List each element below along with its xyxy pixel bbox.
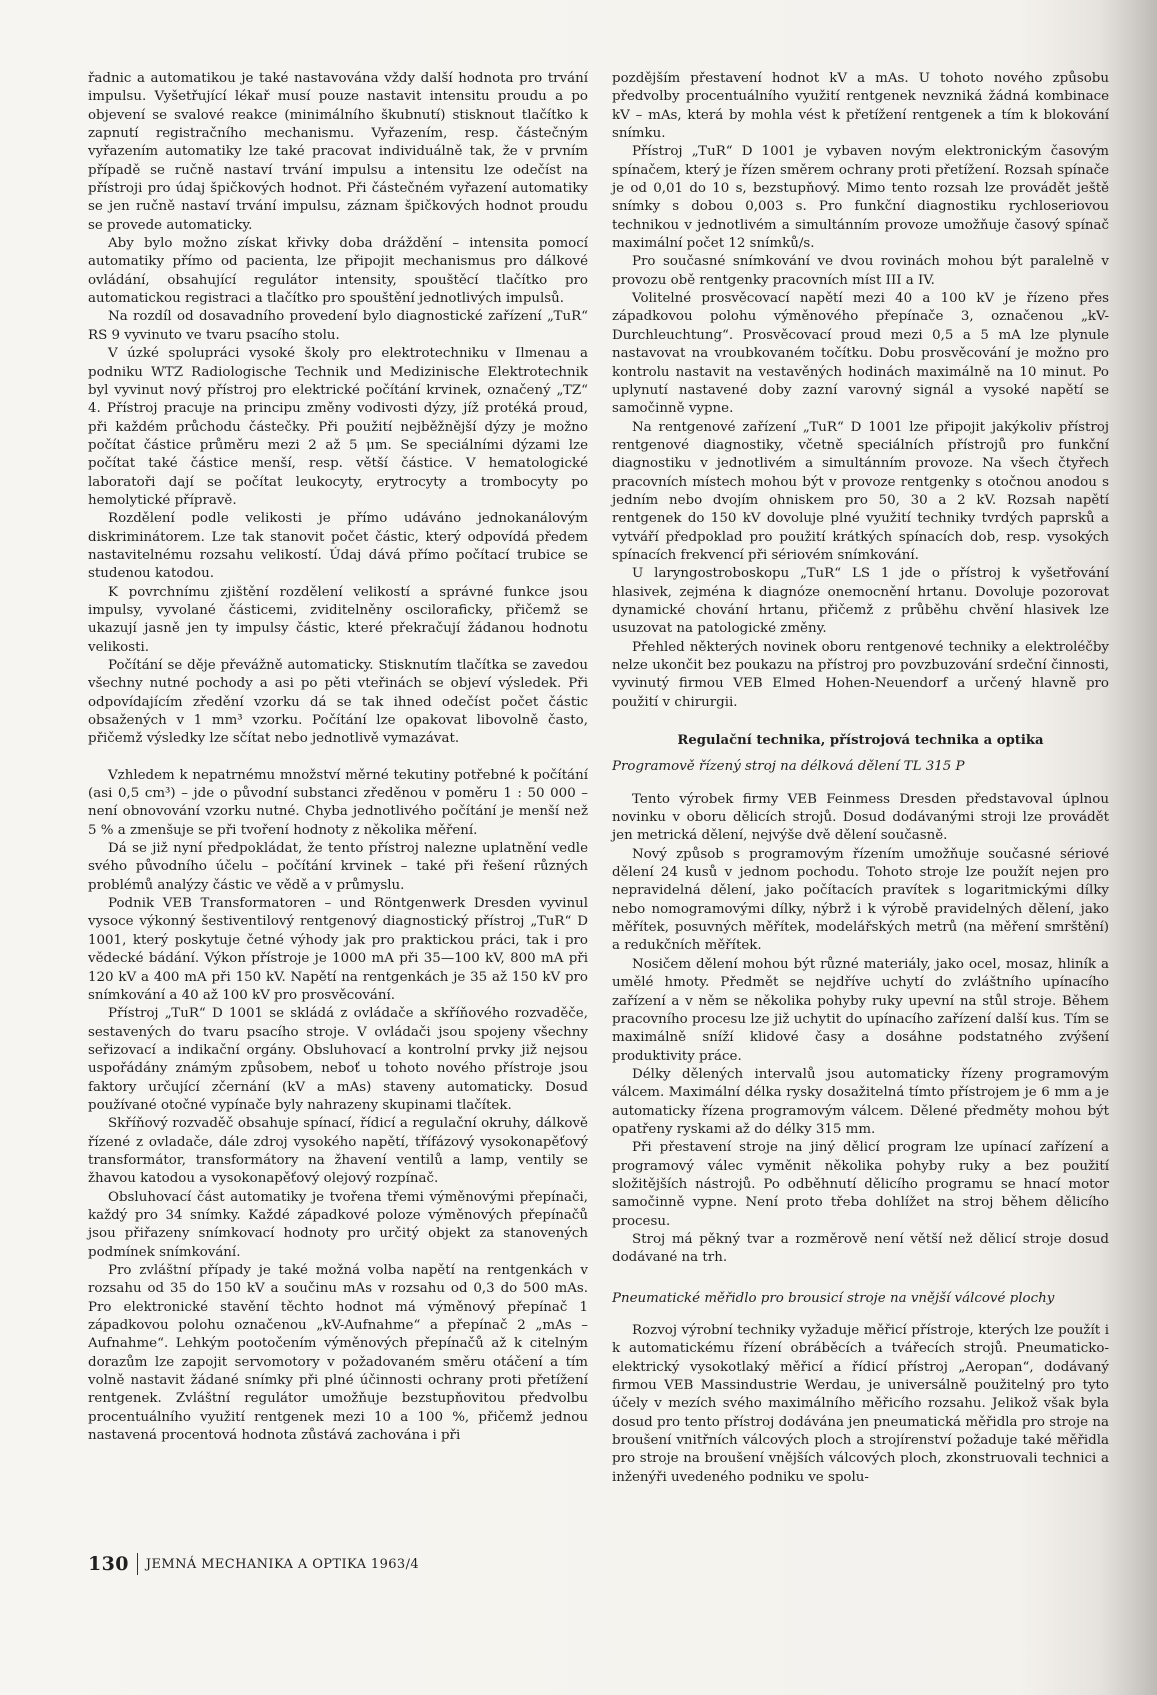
right-column — [612, 70, 1109, 1487]
paragraph: Volitelné prosvěcovací napětí mezi 40 a 100 kV je řízeno přes západkovou polohu výměnového přepínače 3, označenou „kV-Durchleuchtung“. Prosvěcovací proud mezi 0,5 a 5 mA lze plynule nastavovat na vroubkovaném točítku. Dobu prosvěcování je možno pro kontrolu nastavit na vestavěných hodinách maximálně na 10 minut. Po uplynutí nastavené doby zazní varovný signál a vysoké napětí se samočinně vypne. — [612, 291, 1109, 417]
page-number: 130 — [88, 1553, 129, 1575]
paragraph: Tento výrobek firmy VEB Feinmess Dresden představoval úplnou novinku v oboru dělicích strojů. Dosud dodávanými stroji lze provádět jen metrická dělení, nejvýše dvě dělení současně. — [612, 791, 1109, 844]
paragraph: Při přestavení stroje na jiný dělicí program lze upínací zařízení a programový válec vyměnit několika pohyby ruky a bez použití složitějších nástrojů. Po odběhnutí dělicího programu se hnací motor samočinně vypne. Není proto třeba dohlížet na stroj během dělicího procesu. — [612, 1140, 1109, 1229]
paragraph: K povrchnímu zjištění rozdělení velikostí a správné funkce jsou impulsy, vyvolané částicemi, zviditelněny osciloraficky, přičemž se ukazují jasně jen ty impulsy částic, které překračují žádanou hodnotu velikosti. — [88, 584, 588, 655]
paragraph: Vzhledem k nepatrnému množství měrné tekutiny potřebné k počítání (asi 0,5 cm³) – jde o původní substanci zředěnou v poměru 1 : 50 000 – není obnovování vzorku nutné. Chyba jednotlivého počítání je menší než 5 % a zmenšuje se při tvoření hodnoty z několika měření. — [88, 767, 588, 838]
paragraph: Rozdělení podle velikosti je přímo udáváno jednokanálovým diskriminátorem. Lze tak stanovit počet částic, který odpovídá předem nastavitelnému rozsahu velikostí. Údaj dává přímo počítací trubice se studenou katodou. — [88, 511, 588, 582]
paragraph: Počítání se děje převážně automaticky. Stisknutím tlačítka se zavedou všechny nutné pochody a asi po pěti vteřinách se objeví výsledek. Při odpovídajícím zředění vzorku dá se tak ihned odečíst počet částic obsažených v 1 mm³ vzorku. Počítání lze opakovat libovolně často, přičemž výsledky lze sčítat nebo jednotlivě vymazávat. — [88, 658, 588, 747]
paragraph: Na rozdíl od dosavadního provedení bylo diagnostické zařízení „TuR“ RS 9 vyvinuto ve tvaru psacího stolu. — [88, 309, 588, 343]
paragraph: Přístroj „TuR“ D 1001 se skládá z ovládače a skříňového rozvaděče, sestavených do tvaru psacího stroje. V ovládači jsou spojeny všechny seřizovací a indikační orgány. Obsluhovací a kontrolní prvky již nejsou uspořádány známým způsobem, neboť u tohoto nového přístroje jsou faktory určující zčernání (kV a mAs) staveny automaticky. Dosud používané otočné vypínače byly nahrazeny skupinami tlačítek. — [88, 1006, 588, 1113]
subsection-title: Programově řízený stroj na délková dělení TL 315 P — [612, 759, 965, 775]
paragraph: Délky dělených intervalů jsou automaticky řízeny programovým válcem. Maximální délka rysky dosažitelná tímto přístrojem je 6 mm a je automaticky řízena programovým válcem. Dělené předměty mohou být opatřeny ryskami až do délky 315 mm. — [612, 1066, 1109, 1137]
paragraph: Dá se již nyní předpokládat, že tento přístroj nalezne uplatnění vedle svého původního účelu – počítání krvinek – také při řešení různých problémů analýzy částic ve vědě a v průmyslu. — [88, 841, 588, 893]
paragraph: Obsluhovací část automatiky je tvořena třemi výměnovými přepínači, každý pro 34 snímky. Každé západkové poloze výměnových přepínačů jsou přiřazeny snímkovací hodnoty pro určitý objekt za stanovených podmínek snímkování. — [88, 1189, 588, 1260]
footer-divider — [137, 1553, 138, 1575]
left-column — [88, 70, 588, 1445]
paragraph: Podnik VEB Transformatoren – und Röntgenwerk Dresden vyvinul vysoce výkonný šestiventilový rentgenový diagnostický přístroj „TuR“ D 1001, který poskytuje četné výhody jak pro praktickou práci, tak i pro vědecké bádání. Výkon přístroje je 1000 mA při 35—100 kV, 800 mA při 120 kV a 400 mA při 150 kV. Napětí na rentgenkách je 35 až 150 kV pro snímkování a 40 až 100 kV pro prosvěcování. — [88, 896, 588, 1003]
page-footer — [88, 1553, 419, 1575]
subsection-title: Pneumatické měřidlo pro brousicí stroje na vnější válcové plochy — [612, 1290, 1055, 1306]
journal-title: JEMNÁ MECHANIKA A OPTIKA 1963/4 — [145, 1556, 420, 1572]
paragraph: Skříňový rozvaděč obsahuje spínací, řídicí a regulační okruhy, dálkově řízené z ovladače, dále zdroj vysokého napětí, třífázový vysokonapěťový transformátor, transformátory na žhavení ventilů a lamp, ventily se žhavou katodou a vysokonapěťový olejový rozpínač. — [88, 1116, 588, 1187]
paragraph: U laryngostroboskopu „TuR“ LS 1 jde o přístroj k vyšetřování hlasivek, zejména k diagnóze onemocnění hrtanu. Dovoluje pozorovat dynamické chování hrtanu, přičemž z průběhu chvění hlasivek lze usuzovat na patologické změny. — [612, 566, 1109, 637]
paragraph: Pro současné snímkování ve dvou rovinách mohou být paralelně v provozu obě rentgenky pracovních míst III a IV. — [612, 254, 1109, 288]
paragraph: Přehled některých novinek oboru rentgenové techniky a elektroléčby nelze ukončit bez poukazu na přístroj pro povzbuzování srdeční činnosti, vyvinutý firmou VEB Elmed Hohen-Neuendorf a určený hlavně pro použití v chirurgii. — [612, 639, 1109, 710]
paragraph: Nový způsob s programovým řízením umožňuje současné sériové dělení 24 kusů v jednom pochodu. Tohoto stroje lze použít nejen pro nepravidelná dělení, jako počítacích pravítek s logaritmickými dílky nebo nomogramovými dílky, nýbrž i k výrobě pravidelných dělení, jako měřítek, posuvných měřítek, modelářských metrů (na měření smrštění) a redukčních měřítek. — [612, 846, 1109, 954]
paragraph: V úzké spolupráci vysoké školy pro elektrotechniku v Ilmenau a podniku WTZ Radiologische Technik und Medizinische Elektrotechnik byl vyvinut nový přístroj pro elektrické počítání krvinek, označený „TZ“ 4. Přístroj pracuje na principu změny vodivosti dýzy, jíž protéká proud, při každém průchodu částečky. Při použití nejběžnější dýzy je možno počítat částice průměru mezi 2 až 5 μm. Se speciálními dýzami lze počítat také částice menší, resp. větší částice. V hematologické laboratoři dají se počítat leukocyty, erytrocyty a trombocyty po hemolytické přípravě. — [88, 346, 588, 508]
paragraph: řadnic a automatikou je také nastavována vždy další hodnota pro trvání impulsu. Vyšetřující lékař musí pouze nastavit intensitu proudu a po objevení se svalové reakce (minimálního škubnutí) stisknout tlačítko k zapnutí registračního mechanismu. Vyřazením, resp. částečným vyřazením automatiky lze také pracovat individuálně tak, že v prvním případě se ručně nastaví trvání impulsu a intensitu lze odečíst na přístroji pro údaj špičkových hodnot. Při částečném vyřazení automatiky se jen ručně nastaví trvání impulsu, záznam špičkových hodnot proudu se provede automaticky. — [88, 71, 588, 233]
paragraph: Rozvoj výrobní techniky vyžaduje měřicí přístroje, kterých lze použít i k automatickému řízení obráběcích a tvářecích strojů. Pneumaticko-elektrický vysokotlaký měřicí a řídicí přístroj „Aeropan“, dodávaný firmou VEB Massindustrie Werdau, je universálně použitelný pro tyto účely v mezích svého maximálního měřicího rozsahu. Jelikož však byla dosud pro tento přístroj dodávána jen pneumatická měřidla pro stroje na broušení vnitřních válcových ploch a strojírenství požaduje také měřidla pro stroje na broušení vnějších válcových ploch, zkonstruovali technici a inženýři uvedeného podniku ve spolu- — [612, 1323, 1109, 1485]
section-title: Regulační technika, přístrojová technika a optika — [677, 733, 1044, 749]
paragraph: Přístroj „TuR“ D 1001 je vybaven novým elektronickým časovým spínačem, který je řízen směrem ochrany proti přetížení. Rozsah spínače je od 0,01 do 10 s, bezstupňový. Mimo tento rozsah lze provádět ještě snímky s dobou 0,003 s. Pro funkční diagnostiku rychloseriovou technikou v jednotlivém a simultánním provoze umožňuje časový spínač maximální počet 12 snímků/s. — [612, 144, 1109, 252]
paragraph: Stroj má pěkný tvar a rozměrově není větší než dělicí stroje dosud dodávané na trh. — [612, 1231, 1109, 1266]
paragraph: pozdějším přestavení hodnot kV a mAs. U tohoto nového způsobu předvolby procentuálního využití rentgenek nevzniká žádná kombinace kV – mAs, která by mohla vést k přetížení rentgenek a tím k blokování snímku. — [612, 71, 1109, 142]
paragraph: Nosičem dělení mohou být různé materiály, jako ocel, mosaz, hliník a umělé hmoty. Předmět se nejdříve uchytí do zvláštního upínacího zařízení a v něm se několika pohyby ruky upevní na stůl stroje. Během pracovního procesu lze již uchytit do upínacího zařízení další kus. Tím se maximálně sníží klidové časy a dosáhne podstatného zvýšení produktivity práce. — [612, 956, 1109, 1064]
paragraph: Na rentgenové zařízení „TuR“ D 1001 lze připojit jakýkoliv přístroj rentgenové diagnostiky, včetně speciálních přístrojů pro funkční diagnostiku v jednotlivém a simultánním provoze. Na všech čtyřech pracovních místech mohou být v provoze rentgenky s otočnou anodou s jedním nebo dvojím ohniskem pro 50, 30 a 2 kV. Rozsah napětí rentgenek do 150 kV dovoluje plné využití techniky tvrdých paprsků a vytváří předpoklad pro použití krátkých spínacích dob, resp. vysokých spínacích frekvencí při sériovém snímkování. — [612, 419, 1109, 563]
paragraph: Aby bylo možno získat křivky doba dráždění – intensita pomocí automatiky přímo od pacienta, lze připojit mechanismus pro dálkové ovládání, obsahující regulátor intensity, spouštěcí tlačítko pro automatickou registraci a tlačítko pro spouštění jednotlivých impulsů. — [88, 236, 588, 307]
paragraph: Pro zvláštní případy je také možná volba napětí na rentgenkách v rozsahu od 35 do 150 kV a součinu mAs v rozsahu od 0,3 do 500 mAs. Pro elektronické stavění těchto hodnot má výměnový přepínač 1 západkovou polohu označenou „kV-Aufnahme“ a přepínač 2 „mAs – Aufnahme“. Lehkým pootočením výměnových přepínačů až k citelným dorazům lze zapojit servomotory v požadovaném směru otáčení a tím volně nastavit žádané snímky při plné účinnosti ochrany proti přetížení rentgenek. Zvláštní regulátor umožňuje bezstupňovitou předvolbu procentuálního využití rentgenek mezi 10 a 100 %, přičemž jednou nastavená procentová hodnota zůstává zachována i při — [88, 1263, 588, 1444]
